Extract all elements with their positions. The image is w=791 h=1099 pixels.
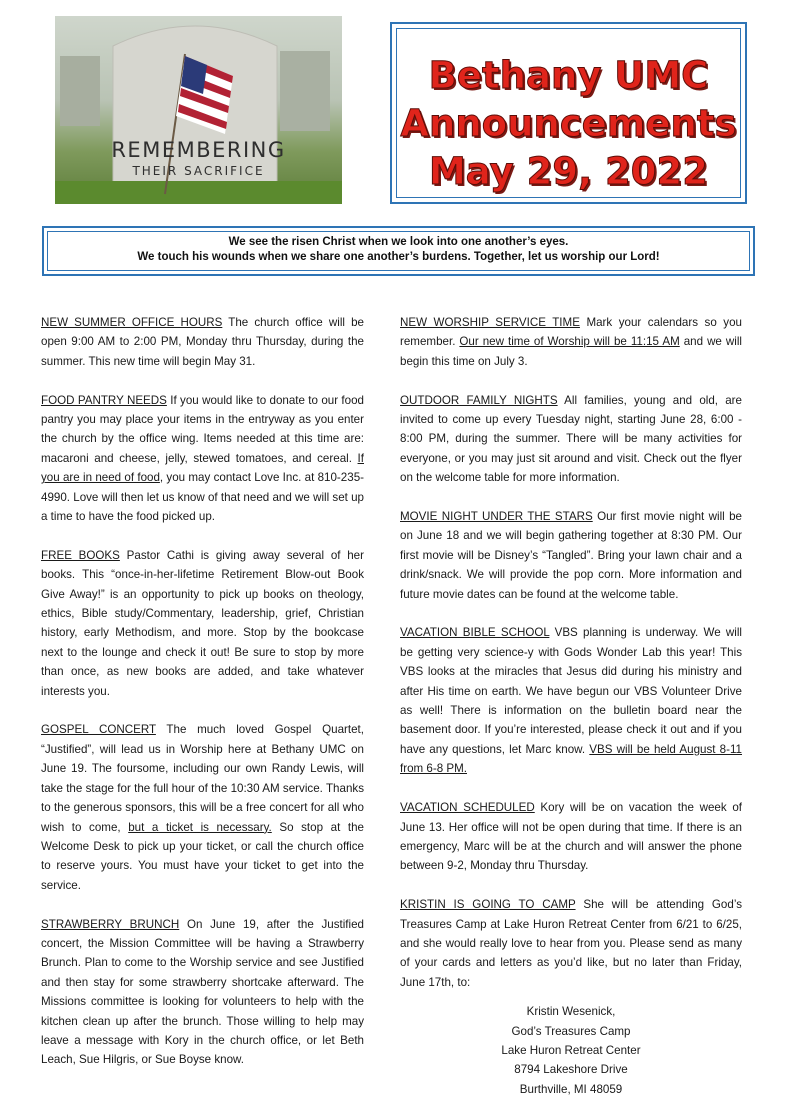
announcement-body: The church office will be open 9:00 AM to 2:00 PM, Monday thru Thursday, during the summer. This new time will begin May 31. xyxy=(41,316,364,368)
vbs-announcement xyxy=(400,623,742,778)
announcement-emphasis: but a ticket is necessary. xyxy=(128,820,272,834)
vacation-announcement xyxy=(400,798,742,876)
address-center: Lake Huron Retreat Center xyxy=(501,1043,641,1057)
banner-line-1: We see the risen Christ when we look into one another’s eyes. xyxy=(228,236,569,248)
title-box xyxy=(390,22,747,204)
strawberry-brunch-announcement xyxy=(41,915,364,1070)
announcement-heading: NEW SUMMER OFFICE HOURS xyxy=(41,316,223,329)
announcement-heading: STRAWBERRY BRUNCH xyxy=(41,917,180,931)
hero-subtitle: THEIR SACRIFICE xyxy=(132,164,265,178)
announcement-body: So stop at the Welcome Desk to pick up your ticket, or call the church office to reserve yours. You must have your ticket to get into the service. xyxy=(41,820,364,892)
mailing-address xyxy=(400,1002,742,1099)
family-nights-announcement xyxy=(400,391,742,488)
announcement-emphasis: Our new time of Worship will be 11:15 AM xyxy=(459,335,680,349)
announcements-title: Announcements xyxy=(400,102,737,145)
announcement-body: Mark your calendars so you remember. xyxy=(400,316,742,349)
announcement-body: and we will begin this time on July 3. xyxy=(400,335,742,368)
announcement-body: The much loved Gospel Quartet, “Justified”, will lead us in Worship here at Bethany UMC on June 19. The foursome, including our own Randy Lewis, will take the stage for the full hour of the 10:30 AM service. Thanks to the generous sponsors, this will be a free concert for all who wish to come, xyxy=(41,723,364,834)
banner-line-2: We touch his wounds when we share one another’s burdens. Together, let us worship our Lord! xyxy=(137,251,660,263)
announcement-heading: OUTDOOR FAMILY NIGHTS xyxy=(400,393,558,407)
announcement-heading: NEW WORSHIP SERVICE TIME xyxy=(400,316,580,329)
announcement-body: Our first movie night will be on June 18 and we will begin gathering together at 8:30 PM. Our first movie will be Disney’s “Tangled”. Bring your lawn chair and a drink/snack. We will provide the pop corn. More information and future movie dates can be found at the welcome table. xyxy=(400,510,742,601)
announcement-body: If you would like to donate to our food pantry you may place your items in the entryway as you enter the church by the office wing. Items needed at this time are: macaroni and cheese, jelly, stewed tomatoes, and cereal. xyxy=(41,393,365,465)
announcement-heading: GOSPEL CONCERT xyxy=(41,723,156,737)
food-pantry-announcement xyxy=(41,391,364,527)
announcement-heading: FOOD PANTRY NEEDS xyxy=(41,393,167,407)
gospel-concert-announcement xyxy=(41,720,364,895)
address-camp: God’s Treasures Camp xyxy=(511,1024,631,1038)
address-city: Burthville, MI 48059 xyxy=(519,1082,623,1096)
left-column xyxy=(41,313,364,1089)
announcement-heading: MOVIE NIGHT UNDER THE STARS xyxy=(400,510,593,524)
background-headstone xyxy=(60,56,100,126)
announcement-body: On June 19, after the Justified concert, the Mission Committee will be having a Strawberry Brunch. Plan to come to the Worship service and see Justified and then stay for some strawberry shortcake afterward. The Missions committee is looking for volunteers to help with the kitchen clean up after the brunch. Those willing to help may leave a message with Kory in the church office, or let Beth Leach, Sue Hilgris, or Sue Boyse know. xyxy=(41,917,364,1067)
address-name: Kristin Wesenick, xyxy=(526,1005,616,1019)
announcement-emphasis: If you are in need of food xyxy=(41,451,364,485)
movie-night-announcement xyxy=(400,507,742,604)
camp-announcement xyxy=(400,895,742,992)
announcement-heading: KRISTIN IS GOING TO CAMP xyxy=(400,898,576,912)
announcement-body: VBS planning is underway. We will be getting very science-y with Gods Wonder Lab this year! This VBS looks at the miracles that Jesus did during his ministry and after His time on earth. We have begun our VBS Volunteer Drive as well! There is information on the bulletin board near the basement door. If you’re interested, please check it out and if you have any questions, let Marc know. xyxy=(400,626,742,756)
announcement-heading: FREE BOOKS xyxy=(41,548,120,562)
right-column xyxy=(400,313,742,1099)
announcement-body: She will be attending God’s Treasures Camp at Lake Huron Retreat Center from 6/21 to 6/25, and she would really love to hear from you. Please send as many of your cards and letters as you’d like, but no later than Friday, June 17th, to: xyxy=(400,898,742,989)
worship-time-announcement xyxy=(400,313,742,371)
announcement-heading: VACATION BIBLE SCHOOL xyxy=(400,626,550,640)
church-name: Bethany UMC xyxy=(428,54,709,97)
announcement-body: , you may contact Love Inc. at 810-235-4990. Love will then let us know of that need and we will set up a time to have the food picked up. xyxy=(41,471,364,524)
background-headstone xyxy=(280,51,330,131)
memorial-image xyxy=(55,16,342,204)
office-hours-announcement xyxy=(41,313,364,371)
announcement-heading: VACATION SCHEDULED xyxy=(400,801,535,815)
hero-title: REMEMBERING xyxy=(111,138,286,162)
grass xyxy=(55,181,342,204)
bulletin-date: May 29, 2022 xyxy=(428,150,709,193)
announcement-body: All families, young and old, are invited to come up every Tuesday night, starting June 28, 6:00 - 8:00 PM, during the summer. There will be many activities for everyone, or you may just sit around and visit. Check out the flyer on the welcome table for more information. xyxy=(400,393,742,485)
free-books-announcement xyxy=(41,546,364,701)
call-to-worship-banner xyxy=(42,226,755,276)
address-street: 8794 Lakeshore Drive xyxy=(514,1063,628,1077)
announcement-body: Kory will be on vacation the week of June 13. Her office will not be open during that time. If there is an emergency, Marc will be at the church and will answer the phone between 9-2, Monday thru Thursday. xyxy=(400,801,742,873)
announcement-emphasis: VBS will be held August 8-11 from 6-8 PM. xyxy=(400,742,742,776)
announcement-body: Pastor Cathi is giving away several of her books. This “once-in-her-lifetime Retirement Blow-out Book Give Away!” is an opportunity to pick up books on theology, ethics, Bible study/Commentary, leadership, grief, Christian history, early Methodism, and more. Stop by the bookcase next to the lounge and check it out! Be sure to stop by more than once, as new books are added, and take whatever interests you. xyxy=(41,548,364,698)
